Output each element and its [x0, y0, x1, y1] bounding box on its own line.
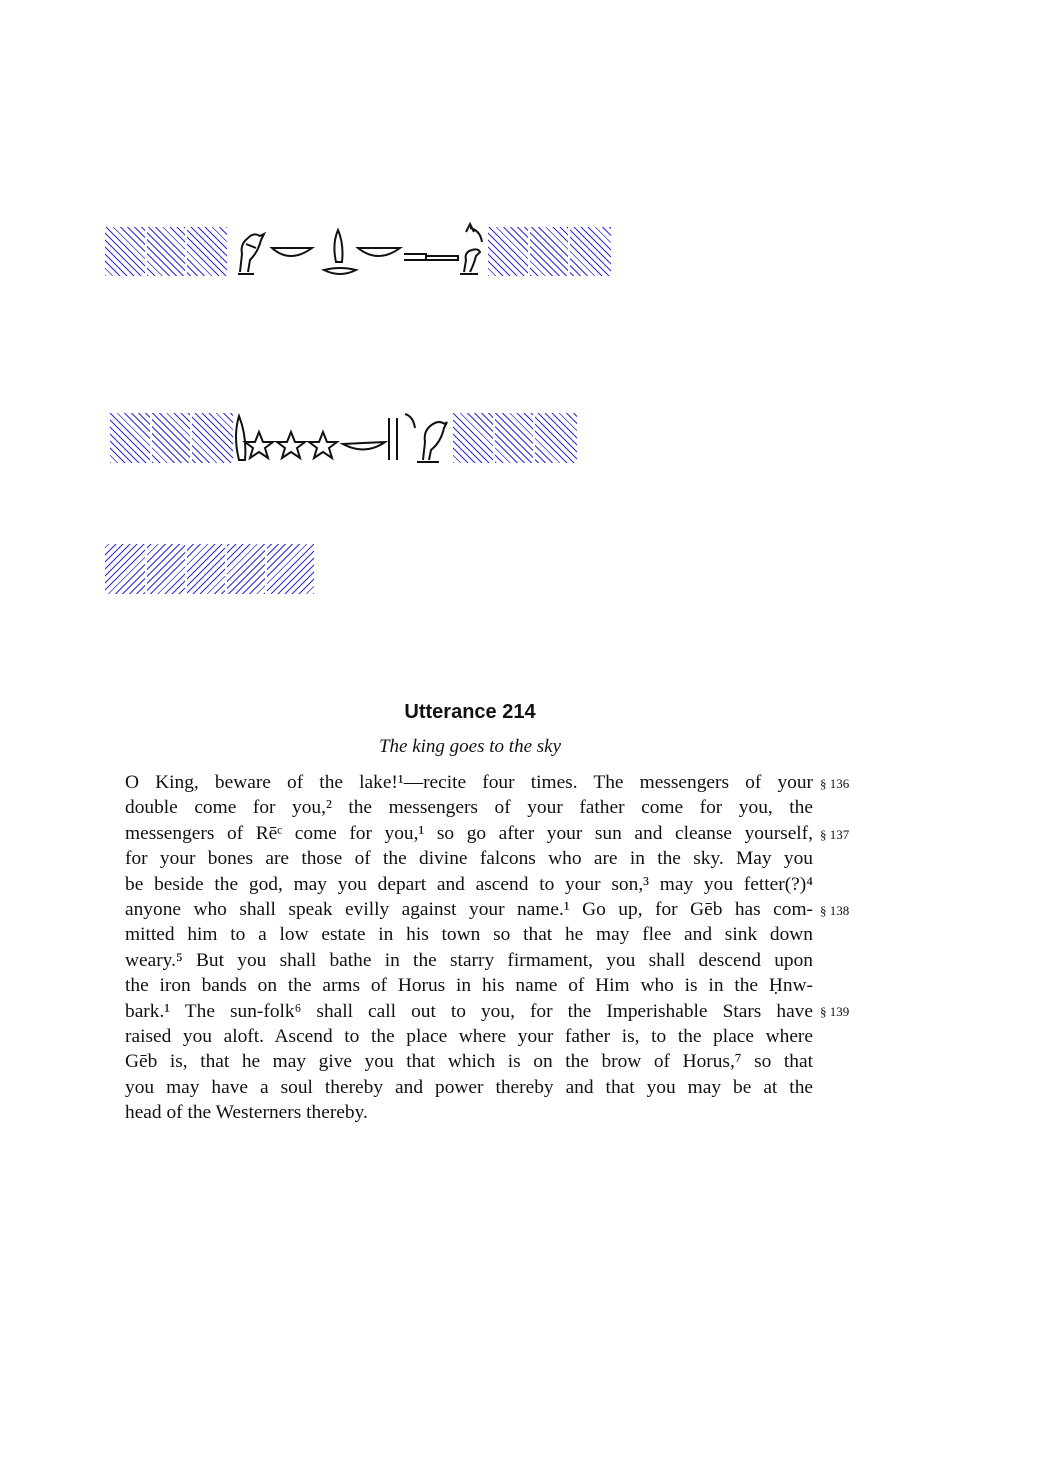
hieroglyph-group-1-icon	[228, 220, 490, 280]
redaction-block-2-left	[110, 413, 233, 463]
text-line: Gēb is, that he may give you that which is on the brow of Horus,⁷ so that	[125, 1051, 813, 1073]
text-line: messengers of Rēᶜ come for you,¹ so go after your sun and cleanse yourself,	[125, 822, 813, 844]
redaction-block-3	[105, 544, 314, 594]
text-line: mitted him to a low estate in his town so that he may flee and sink down	[125, 924, 813, 946]
section-ref: § 138	[820, 903, 850, 918]
redaction-block-1-left	[105, 227, 227, 276]
text-line: O King, beware of the lake!¹—recite four times. The messengers of your	[125, 772, 813, 793]
text-line: weary.⁵ But you shall bathe in the starry firmament, you shall descend upon	[125, 949, 813, 971]
section-ref: § 136	[820, 776, 850, 791]
text-line: be beside the god, may you depart and ascend to your son,³ may you fetter(?)⁴	[125, 873, 813, 895]
utterance-title: Utterance 214	[404, 701, 536, 723]
text-line: bark.¹ The sun-folk⁶ shall call out to you, for the Imperishable Stars have	[125, 1000, 813, 1022]
utterance-body	[125, 770, 813, 1125]
text-line: raised you aloft. Ascend to the place where your father is, to the place where	[125, 1025, 813, 1047]
redaction-block-2-right	[453, 413, 577, 463]
text-line: anyone who shall speak evilly against your name.¹ Go up, for Gēb has com-	[125, 898, 813, 920]
section-ref: § 139	[820, 1004, 850, 1019]
text-line: you may have a soul thereby and power thereby and that you may be at the	[125, 1076, 813, 1098]
section-ref: § 137	[820, 827, 850, 842]
hieroglyph-group-2-icon	[233, 408, 453, 468]
text-line: for your bones are those of the divine falcons who are in the sky. May you	[125, 848, 813, 870]
text-line: double come for you,² the messengers of your father come for you, the	[125, 797, 813, 819]
redaction-block-1-right	[488, 227, 611, 276]
text-line: the iron bands on the arms of Horus in his name of Him who is in the Ḥnw-	[125, 975, 813, 997]
utterance-subtitle: The king goes to the sky	[378, 736, 562, 757]
text-line: head of the Westerners thereby.	[125, 1102, 368, 1124]
